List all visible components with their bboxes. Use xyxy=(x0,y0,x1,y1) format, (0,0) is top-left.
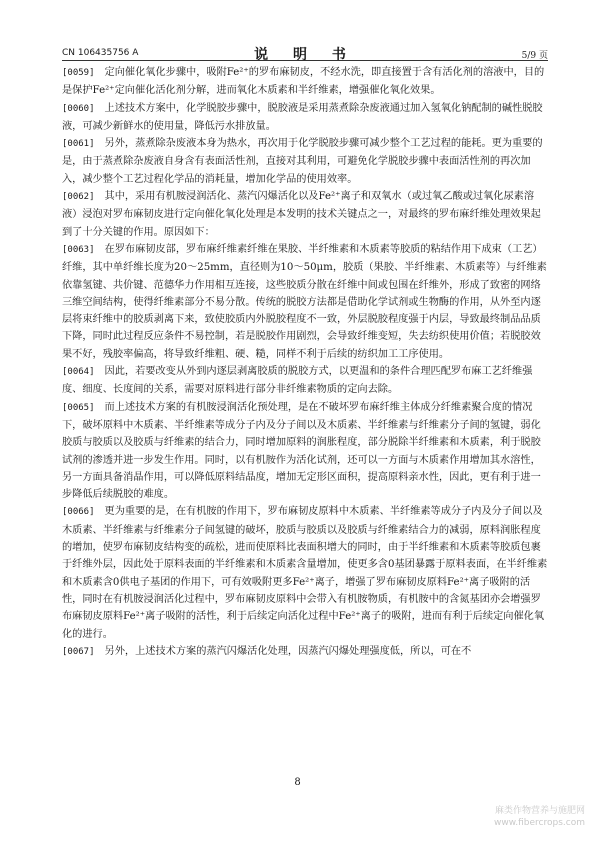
paragraph-text: 因此，若要改变从外到内逐层剥离胶质的脱胶方式，以更温和的条件合理匹配罗布麻工艺纤维强度、细度、长度间的关系，需要对原料进行部分非纤维素物质的定向去除。 xyxy=(62,366,533,396)
paragraph-number: [0063] xyxy=(62,244,95,255)
paragraph xyxy=(62,135,548,188)
watermark-title: 麻类作物营养与施肥网 xyxy=(494,806,585,816)
page-number: 8 xyxy=(294,777,301,788)
document-title: 说 明 书 xyxy=(254,47,356,63)
paragraph-number: [0062] xyxy=(62,192,95,203)
paragraph xyxy=(62,399,548,504)
paragraph-text: 定向催化氧化步骤中，吸附Fe²⁺的罗布麻韧皮，不经水洗，即直接置于含有活化剂的溶液中，目的是保护Fe²⁺定向催化活化剂分解，进而氧化木质素和半纤维素，增强催化氧化效果。 xyxy=(62,67,545,97)
page-header xyxy=(62,44,548,63)
header-rule xyxy=(62,60,548,61)
publication-number: CN 106435756 A xyxy=(62,48,139,58)
paragraph-text: 上述技术方案中，化学脱胶步骤中，脱胶液是采用蒸煮除杂废液通过加入氢氧化钠配制的碱性脱胶液，可减少新鲜水的使用量，降低污水排放量。 xyxy=(62,102,543,132)
paragraph xyxy=(62,64,548,100)
paragraph xyxy=(62,363,548,399)
site-watermark xyxy=(494,805,585,829)
paragraph-number: [0065] xyxy=(62,402,95,413)
paragraph xyxy=(62,100,548,136)
paragraph-number: [0060] xyxy=(62,103,95,114)
paragraph-number: [0059] xyxy=(62,68,95,78)
page-indicator: 5/9 页 xyxy=(521,51,548,61)
paragraph-text: 而上述技术方案的有机胺浸润活化预处理，是在不破坏罗布麻纤维主体成分纤维素聚合度的情况下，破坏原料中木质素、半纤维素等成分子内及分子间以及木质素、半纤维素与纤维素分子间的氢键，弱化胶质与胶质以及胶质与纤维素的结合力，同时增加原料的润胀程度，部分脱除半纤维素和木质素，利于脱胶试剂的渗透并进一步发生作用。同时，以有机胺作为活化试剂，还可以一方面与木质素作用增加其水溶性，另一方面具备消晶作用，可以降低原料结晶度，增加无定形区面积，提高原料亲水性，因此，更有利于进一步降低后续脱胶的难度。 xyxy=(62,401,541,501)
paragraph-text: 更为重要的是，在有机胺的作用下，罗布麻韧皮原料中木质素、半纤维素等成分子内及分子间以及木质素、半纤维素与纤维素分子间氢键的破坏，胶质与胶质以及胶质与纤维素结合力的减弱，原料润胀程度的增加，使罗布麻韧皮结构变的疏松，进而使原料比表面积增大的同时，由于半纤维素和木质素等胶质包裹于纤维外层，因此处于原料表面的半纤维素和木质素含量增加，使更多含0基团暴露于原料表面，在半纤维素和木质素含0供电子基团的作用下，可有效吸附更多Fe²⁺离子，增强了罗布麻韧皮原料Fe²⁺离子吸附的活性，同时在有机胺浸润活化过程中，罗布麻韧皮原料中会带入有机胺物质，有机胺中的含氮基团亦会增强罗布麻韧皮原料Fe²⁺离子吸附的活性，利于后续定向活化过程中Fe²⁺离子的吸附，进而有利于后续定向催化氧化的进行。 xyxy=(62,506,548,640)
paragraph-text: 在罗布麻韧皮部，罗布麻纤维素纤维在果胶、半纤维素和木质素等胶质的粘结作用下成束（工艺）纤维，其中单纤维长度为20～25mm，直径则为10～50μm，胶质（果胶、半纤维素、木质素等）与纤维素依靠氢键、共价键、范德华力作用相互连接，这些胶质分散在纤维中间或包围在纤维外，形成了致密的网络三维空间结构，使得纤维素部分不易分散。传统的脱胶方法都是借助化学试剂或生物酶的作用，从外至内逐层将束纤维中的胶质剥离下来，致使胶质内外脱胶程度不一致，外层脱胶程度强于内层，导致最终制品品质下降，同时此过程反应条件不易控制，若是脱胶作用剧烈，会导致纤维变短，失去纺织使用价值；若脱胶效果不好，残胶率偏高，将导致纤维粗、硬、糙，同样不利于后续的纺织加工工序使用。 xyxy=(62,243,547,360)
paragraph xyxy=(62,643,548,661)
paragraph-number: [0064] xyxy=(62,367,95,378)
paragraph xyxy=(62,188,548,241)
body-text xyxy=(62,64,548,661)
paragraph xyxy=(62,241,548,363)
paragraph-number: [0066] xyxy=(62,507,95,518)
paragraph xyxy=(62,503,548,642)
paragraph-text: 其中，采用有机胺浸润活化、蒸汽闪爆活化以及Fe²⁺离子和双氧水（或过氧乙酸或过氧化尿素溶液）浸泡对罗布麻韧皮进行定向催化氧化处理是本发明的技术关键点之一，对最终的罗布麻纤维处理效果起到了十分关键的作用。原因如下： xyxy=(62,191,541,238)
paragraph-number: [0067] xyxy=(62,646,95,657)
paragraph-text: 另外，上述技术方案的蒸汽闪爆活化处理，因蒸汽闪爆处理强度低，所以，可在不 xyxy=(104,645,472,657)
watermark-url: www.fibercrops.com xyxy=(494,818,585,828)
paragraph-number: [0061] xyxy=(62,139,95,150)
paragraph-text: 另外，蒸煮除杂废液本身为热水，再次用于化学脱胶步骤可减少整个工艺过程的能耗。更为重要的是，由于蒸煮除杂废液自身含有表面活性剂，直接对其利用，可避免化学脱胶步骤中表面活性剂的再次加入，减少整个工艺过程化学品的消耗量，增加化学品的使用效率。 xyxy=(62,138,543,185)
